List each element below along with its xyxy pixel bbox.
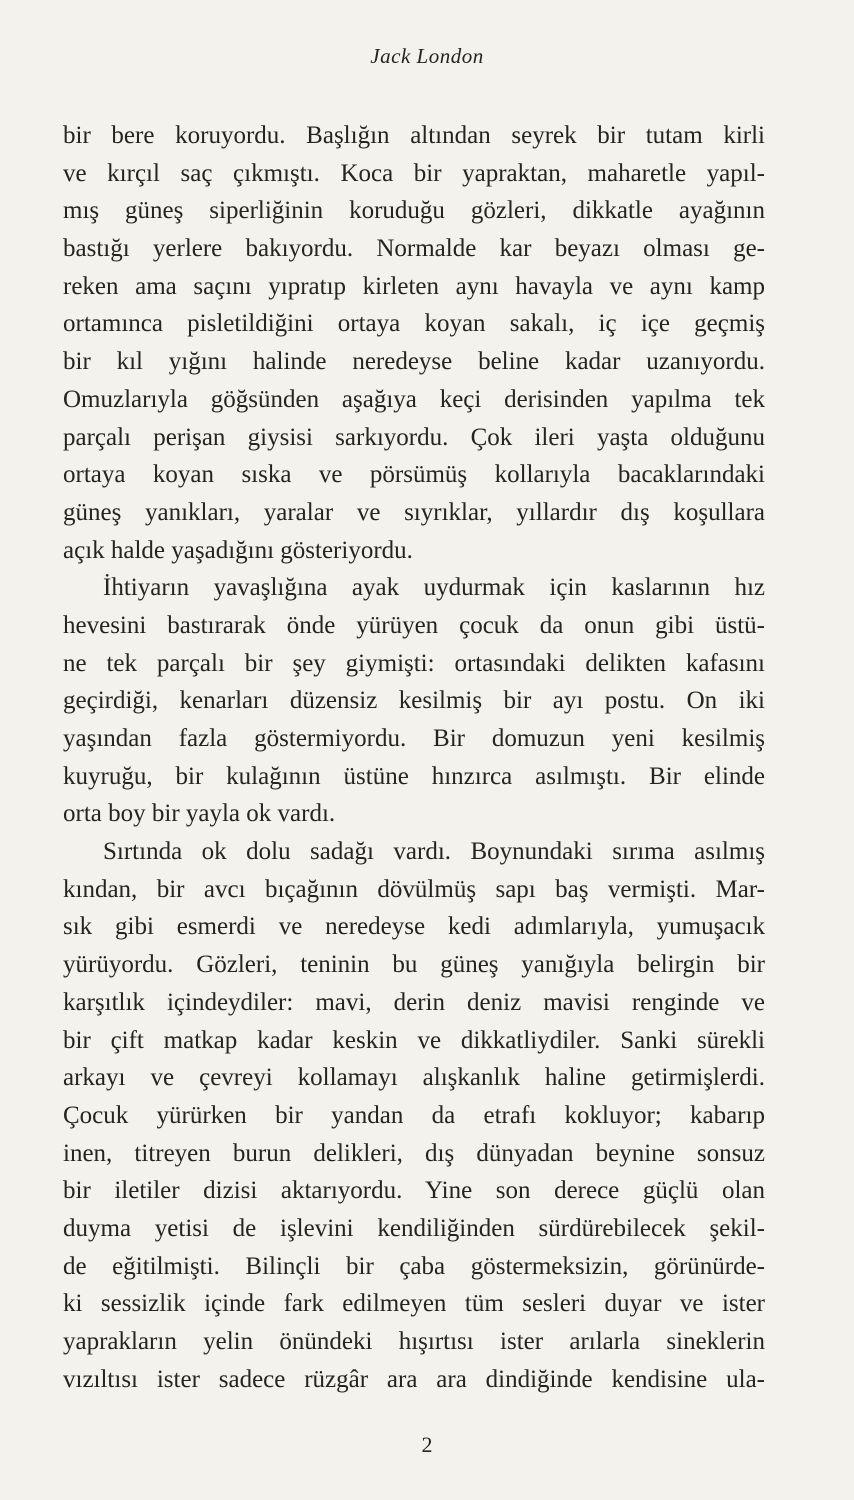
text-line: bir bere koruyordu. Başlığın altından seyrek bir tutam kirli: [63, 122, 765, 149]
text-line: İhtiyarın yavaşlığına ayak uydurmak için kaslarının hız: [103, 574, 765, 602]
running-head: Jack London: [370, 44, 484, 68]
page-number: 2: [421, 1432, 433, 1457]
text-line: inen, titreyen burun delikleri, dış dünyadan beynine sonsuz: [63, 1139, 765, 1167]
text-line: açık halde yaşadığını gösteriyordu.: [63, 536, 413, 564]
text-line: kuyruğu, bir kulağının üstüne hınzırca asılmıştı. Bir elinde: [63, 762, 765, 790]
text-line: reken ama saçını yıpratıp kirleten aynı havayla ve aynı kamp: [63, 272, 765, 300]
text-line: ne tek parçalı bir şey giymişti: ortasındaki delikten kafasını: [63, 649, 765, 677]
paragraph-3: [63, 833, 765, 1398]
text-line: yürüyordu. Gözleri, teninin bu güneş yanığıyla belirgin bir: [63, 951, 765, 979]
paragraph-1: [63, 117, 765, 569]
text-line: ortamınca pisletildiğini ortaya koyan sakalı, iç içe geçmiş: [63, 310, 765, 338]
text-line: kından, bir avcı bıçağının dövülmüş sapı baş vermişti. Mar-: [63, 875, 765, 903]
text-line: hevesini bastırarak önde yürüyen çocuk da onun gibi üstü-: [63, 611, 765, 639]
text-line: Omuzlarıyla göğsünden aşağıya keçi derisinden yapılma tek: [63, 385, 765, 413]
text-line: yaprakların yelin önündeki hışırtısı ister arılarla sineklerin: [63, 1328, 765, 1355]
text-line: bir kıl yığını halinde neredeyse beline kadar uzanıyordu.: [63, 348, 765, 376]
text-line: Sırtında ok dolu sadağı vardı. Boynundaki sırıma asılmış: [103, 838, 765, 866]
text-line: güneş yanıkları, yaralar ve sıyrıklar, yıllardır dış koşullara: [63, 498, 765, 526]
text-line: yaşından fazla göstermiyordu. Bir domuzun yeni kesilmiş: [63, 725, 765, 752]
paragraph-2: [63, 569, 765, 833]
body-text: [63, 117, 765, 1398]
text-line: ve kırçıl saç çıkmıştı. Koca bir yapraktan, maharetle yapıl-: [63, 159, 765, 187]
text-line: sık gibi esmerdi ve neredeyse kedi adımlarıyla, yumuşacık: [63, 913, 765, 941]
text-line: vızıltısı ister sadece rüzgâr ara ara dindiğinde kendisine ula-: [63, 1365, 765, 1393]
text-line: ortaya koyan sıska ve pörsümüş kollarıyla bacaklarındaki: [63, 461, 765, 489]
text-line: orta boy bir yayla ok vardı.: [63, 800, 336, 828]
text-line: bir çift matkap kadar keskin ve dikkatliydiler. Sanki sürekli: [63, 1026, 765, 1054]
text-line: ki sessizlik içinde fark edilmeyen tüm sesleri duyar ve ister: [63, 1290, 765, 1318]
text-line: bir iletiler dizisi aktarıyordu. Yine son derece güçlü olan: [63, 1177, 765, 1205]
text-line: duyma yetisi de işlevini kendiliğinden sürdürebilecek şekil-: [63, 1214, 765, 1242]
text-line: Çocuk yürürken bir yandan da etrafı kokluyor; kabarıp: [63, 1101, 765, 1129]
text-line: geçirdiği, kenarları düzensiz kesilmiş bir ayı postu. On iki: [63, 687, 765, 715]
text-line: parçalı perişan giysisi sarkıyordu. Çok ileri yaşta olduğunu: [63, 423, 765, 451]
text-line: bastığı yerlere bakıyordu. Normalde kar beyazı olması ge-: [63, 235, 765, 263]
text-line: mış güneş siperliğinin koruduğu gözleri, dikkatle ayağının: [63, 197, 765, 225]
text-line: de eğitilmişti. Bilinçli bir çaba göstermeksizin, görünürde-: [63, 1252, 765, 1280]
text-line: arkayı ve çevreyi kollamayı alışkanlık haline getirmişlerdi.: [63, 1064, 765, 1092]
text-line: karşıtlık içindeydiler: mavi, derin deniz mavisi renginde ve: [63, 988, 765, 1016]
